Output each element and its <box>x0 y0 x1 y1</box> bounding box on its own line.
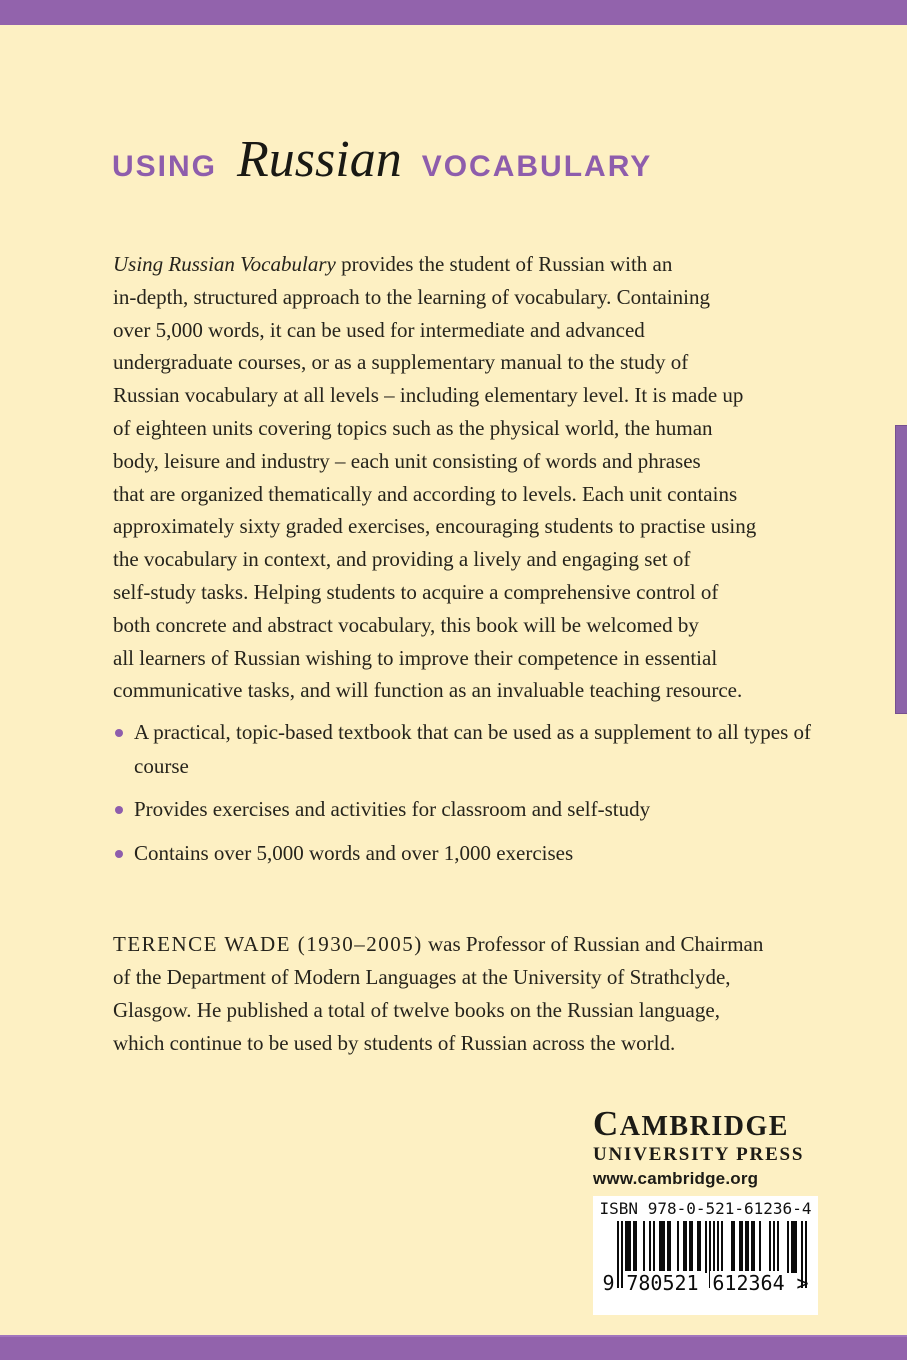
ean13-barcode <box>603 1221 809 1311</box>
bullet-item: A practical, topic-based textbook that can be used as a supplement to all types of course <box>113 716 813 783</box>
description-line: in-depth, structured approach to the learning of vocabulary. Containing <box>113 284 710 309</box>
description-line: undergraduate courses, or as a supplementary manual to the study of <box>113 350 689 375</box>
description-line: over 5,000 words, it can be used for intermediate and advanced <box>113 317 645 342</box>
bullet-list <box>113 716 813 880</box>
description-line: the vocabulary in context, and providing a lively and engaging set of <box>113 547 691 572</box>
description-line: of eighteen units covering topics such as the physical world, the human <box>113 415 713 440</box>
description-line: Russian vocabulary at all levels – including elementary level. It is made up <box>113 383 744 408</box>
book-title <box>112 130 652 189</box>
bullet-dot-icon <box>115 729 123 737</box>
publisher-name: CAMBRIDGE <box>593 1104 789 1143</box>
description-line: communicative tasks, and will function as an invaluable teaching resource. <box>113 678 743 703</box>
bullet-item: Contains over 5,000 words and over 1,000 exercises <box>113 837 813 871</box>
title-word-vocabulary: VOCABULARY <box>421 150 653 183</box>
publisher-website: www.cambridge.org <box>593 1169 759 1188</box>
description-line: body, leisure and industry – each unit consisting of words and phrases <box>113 448 701 473</box>
title-word-russian: Russian <box>237 131 402 188</box>
isbn-panel <box>593 1196 818 1315</box>
bullet-item: Provides exercises and activities for classroom and self-study <box>113 793 813 827</box>
bullet-dot-icon <box>115 806 123 814</box>
description-line: Using Russian Vocabulary provides the student of Russian with an <box>113 252 673 276</box>
bio-line: of the Department of Modern Languages at the University of Strathclyde, <box>113 965 731 989</box>
top-color-bar <box>0 0 907 25</box>
description-line: that are organized thematically and according to levels. Each unit contains <box>113 481 738 506</box>
page-edge-tab <box>895 425 907 714</box>
description-line: all learners of Russian wishing to improve their competence in essential <box>113 645 718 670</box>
bottom-color-bar <box>0 1335 907 1360</box>
bio-line: Glasgow. He published a total of twelve books on the Russian language, <box>113 998 720 1022</box>
isbn-label: ISBN 978-0-521-61236-4 <box>599 1199 812 1218</box>
description-paragraph <box>113 248 756 707</box>
barcode-digits <box>603 1271 809 1295</box>
barcode-group2: 612364 <box>712 1271 785 1295</box>
bio-line: TERENCE WADE (1930–2005) was Professor of Russian and Chairman <box>113 932 764 956</box>
publisher-imprint: UNIVERSITY PRESS <box>593 1144 805 1165</box>
description-line: both concrete and abstract vocabulary, this book will be welcomed by <box>113 612 699 637</box>
bullet-dot-icon <box>115 850 123 858</box>
barcode-end-char: > <box>796 1271 809 1295</box>
publisher-logo <box>593 1104 805 1191</box>
bio-line: which continue to be used by students of Russian across the world. <box>113 1031 676 1055</box>
author-bio <box>113 928 763 1060</box>
title-word-using: USING <box>112 150 218 183</box>
author-name: TERENCE WADE (1930–2005) <box>113 932 423 956</box>
barcode-lead-digit: 9 <box>602 1271 615 1295</box>
barcode-group1: 780521 <box>626 1271 699 1295</box>
description-line: approximately sixty graded exercises, encouraging students to practise using <box>113 514 757 539</box>
description-book-title-italic: Using Russian Vocabulary <box>113 252 336 276</box>
description-line: self-study tasks. Helping students to acquire a comprehensive control of <box>113 579 719 604</box>
